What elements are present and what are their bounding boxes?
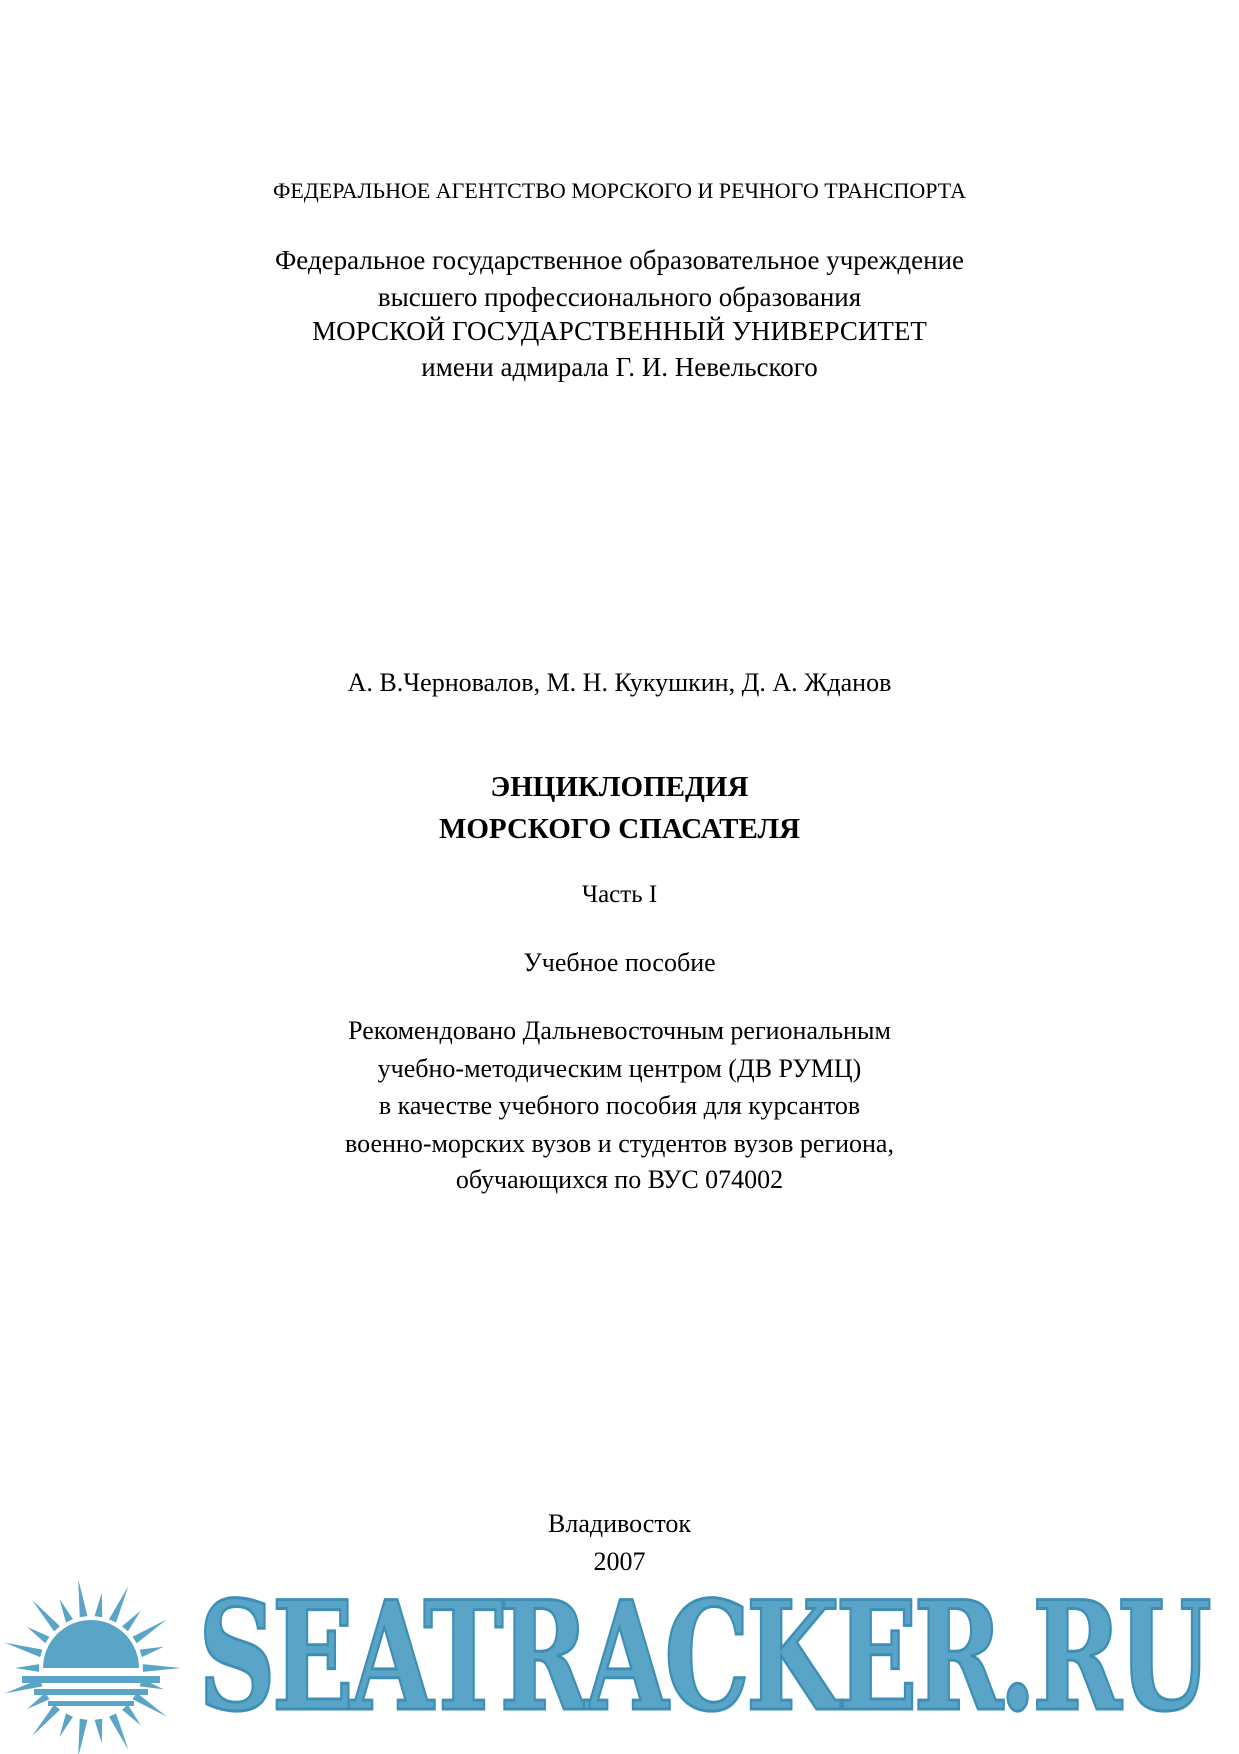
recommendation-line-1: Рекомендовано Дальневосточным региональным <box>348 1016 891 1045</box>
city: Владивосток <box>548 1509 691 1538</box>
agency-name: ФЕДЕРАЛЬНОЕ АГЕНТСТВО МОРСКОГО И РЕЧНОГО ТРАНСПОРТА <box>272 178 967 203</box>
recommendation-line-5: обучающихся по ВУС 074002 <box>455 1165 784 1194</box>
watermark-text: SEATRACKER.RU <box>198 1569 1208 1745</box>
institution-line-3: МОРСКОЙ ГОСУДАРСТВЕННЫЙ УНИВЕРСИТЕТ <box>312 316 927 346</box>
title-line-1: ЭНЦИКЛОПЕДИЯ <box>490 771 749 803</box>
sun-icon <box>0 1572 182 1754</box>
recommendation-line-3: в качестве учебного пособия для курсантов <box>378 1091 861 1120</box>
recommendation-line-4: военно-морских вузов и студентов вузов региона, <box>345 1129 894 1158</box>
subtitle: Учебное пособие <box>523 948 716 977</box>
authors: А. В.Черновалов, М. Н. Кукушкин, Д. А. Жданов <box>347 668 892 697</box>
institution-line-2: высшего профессионального образования <box>377 282 862 312</box>
watermark <box>0 1560 1239 1754</box>
year: 2007 <box>593 1547 646 1576</box>
institution-line-1: Федеральное государственное образовательное учреждение <box>274 245 965 275</box>
title-line-2: МОРСКОГО СПАСАТЕЛЯ <box>438 813 801 845</box>
recommendation-line-2: учебно-методическим центром (ДВ РУМЦ) <box>377 1054 862 1083</box>
part-label: Часть I <box>581 881 658 908</box>
institution-line-4: имени адмирала Г. И. Невельского <box>421 352 818 382</box>
